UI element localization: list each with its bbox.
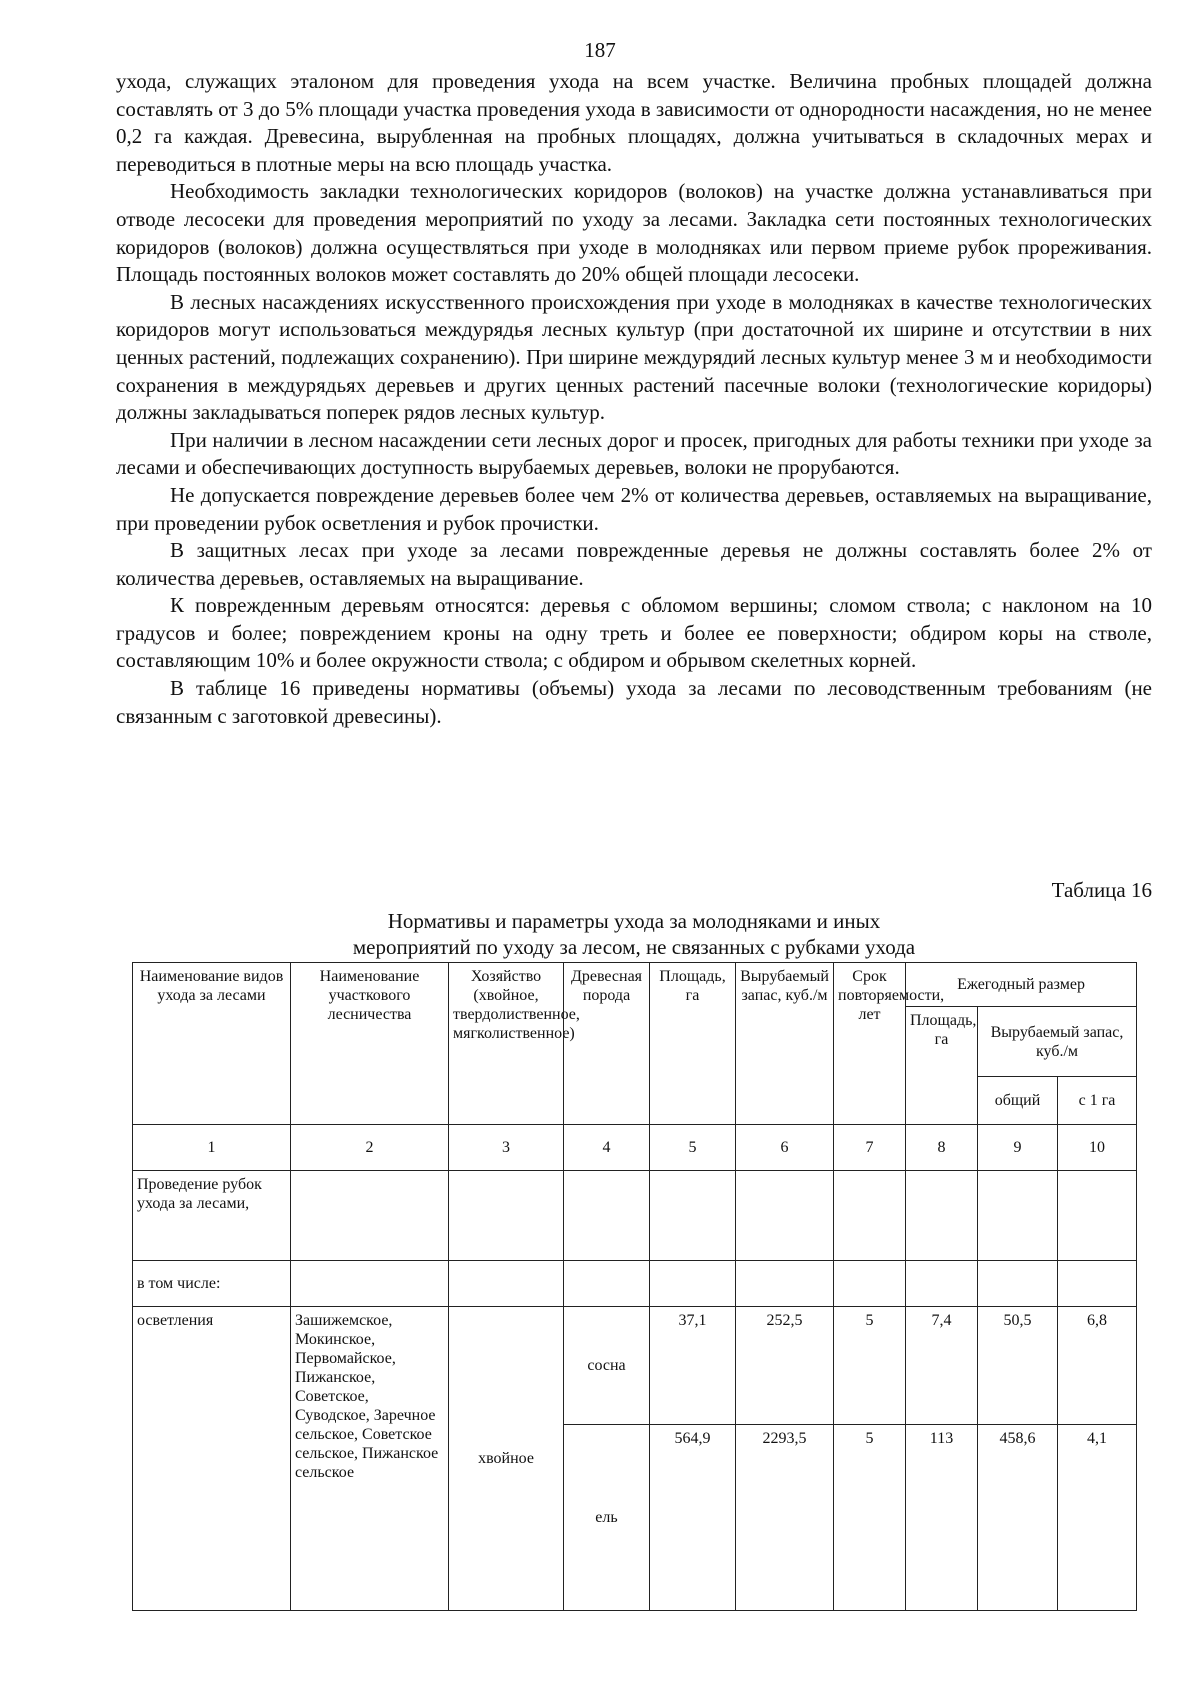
paragraph-1: ухода, служащих эталоном для проведения ухода на всем участке. Величина пробных площадей должна составлять от 3 до 5% площади участка проведения ухода в зависимости от однородности насаждения, но не менее 0,2 га каждая. Древесина, вырубленная на пробных площадях, должна учитываться в складочных мерах и переводиться в плотные меры на всю площадь участка. bbox=[116, 69, 1152, 176]
header-annual: Ежегодный размер bbox=[906, 963, 1137, 1007]
table-row bbox=[133, 1171, 1137, 1261]
annual-area-cell: 113 bbox=[906, 1425, 978, 1611]
header-annual-stock: Вырубаемый запас, куб./м bbox=[978, 1007, 1137, 1077]
header-species: Древесная порода bbox=[564, 963, 650, 1125]
paragraph-6: В защитных лесах при уходе за лесами поврежденные деревья не должны составлять более 2% от количества деревьев, оставляемых на выращивание. bbox=[116, 538, 1152, 590]
header-kind: Наименование видов ухода за лесами bbox=[133, 963, 291, 1125]
header-annual-per-ha: с 1 га bbox=[1058, 1077, 1137, 1125]
col-number: 2 bbox=[291, 1125, 449, 1171]
table-title bbox=[116, 908, 1152, 960]
table-row bbox=[133, 1307, 1137, 1425]
paragraph-8: В таблице 16 приведены нормативы (объемы) ухода за лесами по лесоводственным требованиям (не связанным с заготовкой древесины). bbox=[116, 676, 1152, 728]
row-including-label: в том числе: bbox=[133, 1261, 291, 1307]
species-cell: ель bbox=[564, 1425, 650, 1611]
annual-total-cell: 458,6 bbox=[978, 1425, 1058, 1611]
header-economy: Хозяйство (хвойное, твердолиственное, мягколиственное) bbox=[449, 963, 564, 1125]
col-number: 1 bbox=[133, 1125, 291, 1171]
header-annual-total: общий bbox=[978, 1077, 1058, 1125]
table-title-line-2: мероприятий по уходу за лесом, не связанных с рубками ухода bbox=[352, 935, 916, 959]
col-number: 4 bbox=[564, 1125, 650, 1171]
header-row-1 bbox=[133, 963, 1137, 1007]
col-number: 10 bbox=[1058, 1125, 1137, 1171]
header-stock: Вырубаемый запас, куб./м bbox=[736, 963, 834, 1125]
paragraph-5: Не допускается повреждение деревьев более чем 2% от количества деревьев, оставляемых на выращивание, при проведении рубок осветления и рубок прочистки. bbox=[116, 482, 1152, 535]
economy-cell: хвойное bbox=[449, 1307, 564, 1611]
col-number: 6 bbox=[736, 1125, 834, 1171]
area-cell: 37,1 bbox=[650, 1307, 736, 1425]
annual-total-cell: 50,5 bbox=[978, 1307, 1058, 1425]
paragraph-4: При наличии в лесном насаждении сети лесных дорог и просек, пригодных для работы техники при уходе за лесами и обеспечивающих доступность вырубаемых деревьев, волоки не прорубаются. bbox=[116, 427, 1152, 480]
area-cell: 564,9 bbox=[650, 1425, 736, 1611]
annual-area-cell: 7,4 bbox=[906, 1307, 978, 1425]
row-kind-label: осветления bbox=[133, 1307, 291, 1611]
period-cell: 5 bbox=[834, 1425, 906, 1611]
col-number: 5 bbox=[650, 1125, 736, 1171]
stock-cell: 2293,5 bbox=[736, 1425, 834, 1611]
species-cell: сосна bbox=[564, 1307, 650, 1425]
col-number: 8 bbox=[906, 1125, 978, 1171]
table-title-line-1: Нормативы и параметры ухода за молодняками и иных bbox=[387, 909, 881, 933]
annual-per-ha-cell: 4,1 bbox=[1058, 1425, 1137, 1611]
col-number: 9 bbox=[978, 1125, 1058, 1171]
forestries-cell: Зашижемское, Мокинское, Первомайское, Пижанское, Советское, Суводское, Заречное сельское, Советское сельское, Пижанское сельское bbox=[291, 1307, 449, 1611]
paragraph-3: В лесных насаждениях искусственного происхождения при уходе в молодняках в качестве технологических коридоров могут использоваться междурядья лесных культур (при достаточной их ширине и отсутствии в них ценных растений, подлежащих сохранению). При ширине междурядий лесных культур менее 3 м и необходимости сохранения в междурядьях деревьев и других ценных растений пасечные волоки (технологические коридоры) должны закладываться поперек рядов лесных культур. bbox=[116, 289, 1152, 425]
header-annual-area: Площадь, га bbox=[906, 1007, 978, 1125]
norms-table bbox=[132, 962, 1137, 1611]
stock-cell: 252,5 bbox=[736, 1307, 834, 1425]
column-numbers-row bbox=[133, 1125, 1137, 1171]
annual-per-ha-cell: 6,8 bbox=[1058, 1307, 1137, 1425]
header-forestry: Наименование участкового лесничества bbox=[291, 963, 449, 1125]
header-area: Площадь, га bbox=[650, 963, 736, 1125]
body-text bbox=[116, 68, 1152, 730]
col-number: 7 bbox=[834, 1125, 906, 1171]
paragraph-2: Необходимость закладки технологических коридоров (волоков) на участке должна устанавливаться при отводе лесосеки для проведения мероприятий по уходу за лесами. Закладка сети постоянных технологических коридоров (волоков) должна осуществляться при уходе в молодняках или первом приеме рубок прореживания. Площадь постоянных волоков может составлять до 20% общей площади лесосеки. bbox=[116, 179, 1152, 287]
table-row bbox=[133, 1261, 1137, 1307]
page-number: 187 bbox=[584, 38, 616, 62]
paragraph-7: К поврежденным деревьям относятся: деревья с обломом вершины; сломом ствола; с наклоном на 10 градусов и более; повреждением кроны на одну треть и более ее поверхности; обдиром коры на стволе, составляющим 10% и более окружности ствола; с обдиром и обрывом скелетных корней. bbox=[116, 593, 1152, 673]
period-cell: 5 bbox=[834, 1307, 906, 1425]
row-main-label: Проведение рубок ухода за лесами, bbox=[133, 1171, 291, 1261]
table-label: Таблица 16 bbox=[1051, 878, 1152, 902]
col-number: 3 bbox=[449, 1125, 564, 1171]
header-period: Срок повторяемости, лет bbox=[834, 963, 906, 1125]
